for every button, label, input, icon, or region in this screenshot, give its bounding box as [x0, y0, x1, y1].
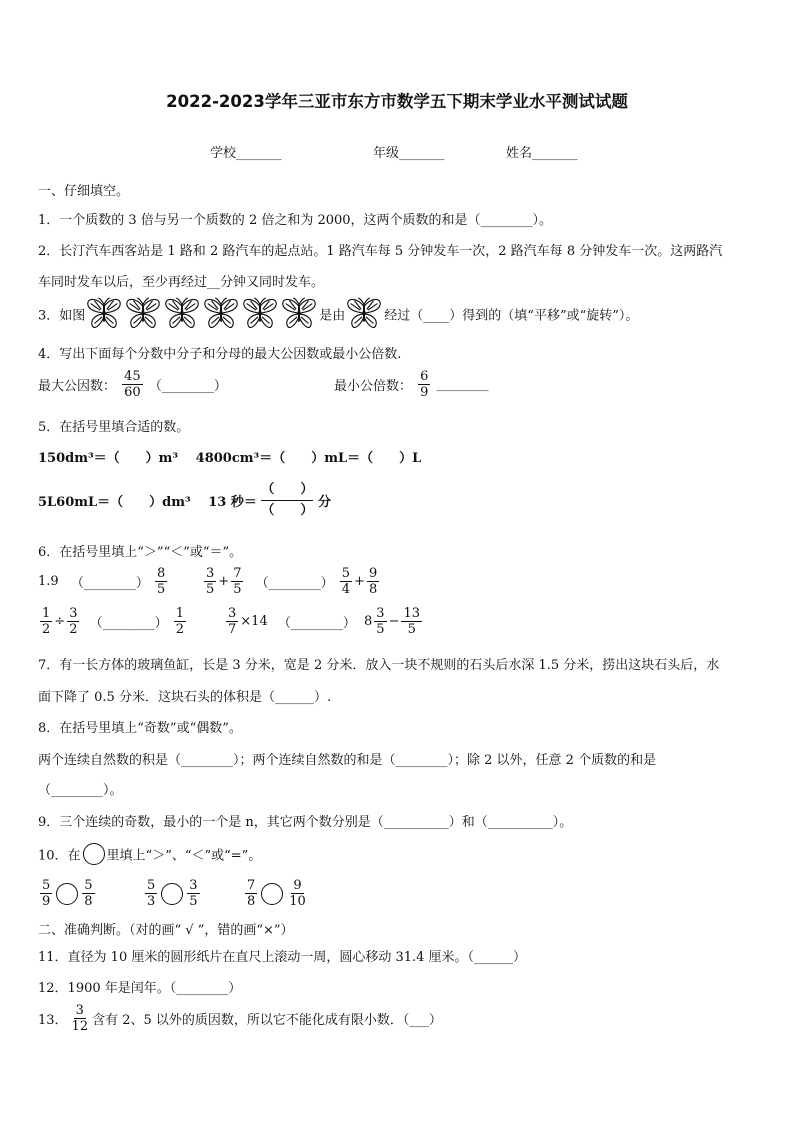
question-13: 13． $\frac{3}{12}$ 含有 2、5 以外的质因数，所以它不能化成有限小数．（___）	[38, 1003, 442, 1034]
compare-circle-3[interactable]	[261, 883, 283, 905]
question-10-pair-3: $\frac{7}{8}$ $\frac{9}{10}$	[247, 878, 306, 909]
gcd-denominator: 60	[124, 385, 141, 400]
butterfly-icon	[280, 295, 318, 333]
butterfly-icon	[345, 295, 383, 333]
butterfly-icon	[85, 295, 123, 333]
q6a-number: 1.9	[38, 574, 59, 589]
question-4-lcm	[334, 369, 489, 400]
seconds-numerator[interactable]: （ ）	[261, 480, 313, 501]
compare-circle-icon	[83, 843, 105, 865]
name-field[interactable]: 姓名_______	[506, 146, 578, 161]
question-6-row-1	[38, 566, 169, 597]
gcd-fraction	[122, 369, 143, 400]
q6a-blank[interactable]: （________）	[70, 576, 149, 591]
question-5-row-2-b: 分	[317, 495, 331, 510]
question-2-line-1: 2．长汀汽车西客站是 1 路和 2 路汽车的起点站。1 路汽车每 5 分钟发车一次，2 路汽车每 8 分钟发车一次。这两路汽	[38, 244, 723, 259]
gcd-blank[interactable]: （________）	[148, 379, 227, 394]
question-3-suffix: 经过（____）得到的（填“平移”或“旋转”）。	[384, 308, 639, 324]
question-5-stem: 5．在括号里填合适的数。	[38, 420, 190, 435]
lcm-label: 最小公倍数：	[334, 379, 413, 394]
question-10-pair-2: $\frac{5}{3}$ $\frac{3}{5}$	[147, 878, 198, 909]
question-5-row-2	[38, 480, 331, 521]
gcd-label: 最大公因数：	[38, 379, 117, 394]
lcm-numerator: 6	[420, 369, 429, 384]
section-1-heading: 一、仔细填空。	[38, 184, 130, 199]
question-7-line-2: 面下降了 0.5 分米．这块石头的体积是（______）.	[38, 690, 332, 705]
page-title: 2022-2023学年三亚市东方市数学五下期末学业水平测试试题	[166, 92, 628, 111]
question-12: 12．1900 年是闰年。（________）	[38, 981, 242, 996]
q6b-blank[interactable]: （________）	[255, 576, 334, 591]
question-8-line-1: 两个连续自然数的积是（________）；两个连续自然数的和是（________）；除 2 以外，任意 2 个质数的和是	[38, 753, 657, 768]
question-9: 9．三个连续的奇数，最小的一个是 n，其它两个数分别是（__________）和（__________）。	[38, 815, 573, 830]
butterfly-icon	[124, 295, 162, 333]
compare-circle-1[interactable]	[56, 883, 78, 905]
butterfly-icon	[163, 295, 201, 333]
question-10-stem: 10．在 里填上“＞”、“＜”或“=”。	[38, 843, 261, 865]
question-3-prefix: 3．如图	[38, 308, 86, 324]
question-8-stem: 8．在括号里填上“奇数”或“偶数”。	[38, 721, 242, 736]
q6d-blank[interactable]: （________）	[277, 616, 356, 631]
question-6-stem: 6．在括号里填上“＞”“＜”或“＝”。	[38, 545, 243, 560]
question-3	[38, 295, 638, 333]
seconds-denominator[interactable]: （ ）	[261, 503, 314, 518]
question-10-pair-1: $\frac{5}{9}$ $\frac{5}{8}$	[42, 878, 93, 909]
question-2-line-2: 车同时发车以后，至少再经过__分钟又同时发车。	[38, 275, 325, 290]
school-field[interactable]: 学校_______	[210, 146, 282, 161]
question-7-line-1: 7．有一长方体的玻璃鱼缸，长是 3 分米，宽是 2 分米．放入一块不规则的石头后水深 1.5 分米，捞出这块石头后，水	[38, 658, 720, 673]
q6c-blank[interactable]: （________）	[89, 616, 168, 631]
question-4-stem: 4．写出下面每个分数中分子和分母的最大公因数或最小公倍数.	[38, 347, 402, 362]
butterfly-row	[85, 307, 319, 322]
question-1: 1．一个质数的 3 倍与另一个质数的 2 倍之和为 2000，这两个质数的和是（________）。	[38, 213, 553, 228]
question-11: 11．直径为 10 厘米的圆形纸片在直尺上滚动一周，圆心移动 31.4 厘米。（______）	[38, 950, 527, 965]
section-2-heading: 二、准确判断。（对的画“ √ ”，错的画“×”）	[38, 923, 294, 938]
question-6-d: $\frac{3}{7}$ ×14 （________） 8 $\frac{3}{5}$ − $\frac{13}{5}$	[228, 606, 421, 637]
question-6-b: $\frac{3}{5}$ + $\frac{7}{5}$ （________） $\frac{5}{4}$ + $\frac{9}{8}$	[206, 566, 378, 597]
q6a-fraction: $\frac{8}{5}$	[156, 566, 166, 597]
butterfly-icon	[241, 295, 279, 333]
seconds-fraction	[261, 480, 313, 521]
question-4-gcd	[38, 369, 227, 400]
question-6-row-2: $\frac{1}{2}$ ÷ $\frac{3}{2}$ （________） $\frac{1}{2}$	[42, 606, 185, 637]
lcm-blank[interactable]: ________	[436, 377, 489, 392]
butterfly-icon	[202, 295, 240, 333]
question-8-line-2: （________）。	[38, 783, 123, 798]
lcm-fraction	[418, 369, 430, 400]
grade-field[interactable]: 年级_______	[373, 146, 445, 161]
lcm-denominator: 9	[420, 385, 429, 400]
question-5-row-2-a: 5L60mL＝（ ）dm³ 13 秒＝	[38, 495, 257, 510]
compare-circle-2[interactable]	[161, 883, 183, 905]
question-3-mid: 是由	[319, 308, 346, 324]
gcd-numerator: 45	[124, 369, 141, 384]
question-5-row-1: 150dm³＝（ ）m³ 4800cm³＝（ ）mL＝（ ）L	[38, 451, 422, 466]
butterfly-single	[345, 307, 384, 322]
